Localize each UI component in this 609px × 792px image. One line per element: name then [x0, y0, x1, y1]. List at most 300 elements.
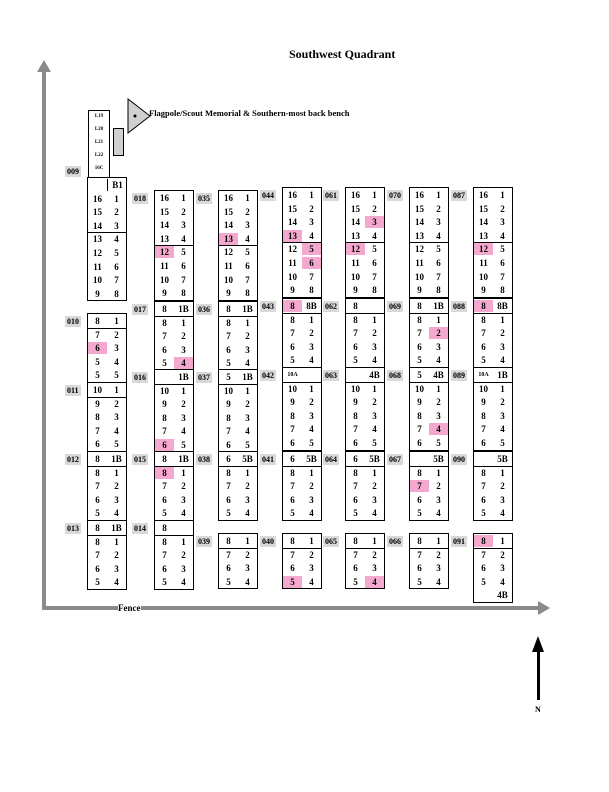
plot-cell[interactable]: 3 [309, 494, 314, 505]
plot-cell[interactable]: 2 [181, 331, 186, 342]
section-018-plots[interactable] [154, 190, 194, 301]
plot-cell[interactable]: 9 [417, 397, 422, 408]
plot-cell[interactable]: 2 [245, 549, 250, 560]
plot-cell[interactable]: 3 [114, 494, 119, 505]
plot-cell[interactable]: 8 [436, 285, 441, 296]
plot-cell[interactable]: 1 [372, 190, 377, 200]
plot-cell[interactable]: 3 [365, 216, 384, 228]
plot-cell[interactable] [174, 522, 193, 534]
section-011-plots[interactable] [87, 382, 127, 452]
plot-cell[interactable]: 1 [181, 385, 186, 396]
section-064-plots[interactable] [345, 451, 385, 521]
plot-cell[interactable]: 5 [436, 244, 441, 255]
plot-cell[interactable]: 7 [114, 275, 119, 286]
plot-cell[interactable]: 6 [481, 438, 486, 448]
section-015-plots[interactable] [154, 451, 194, 521]
plot-cell[interactable]: 2 [436, 203, 441, 214]
plot-cell[interactable]: 7 [162, 481, 167, 492]
plot-cell[interactable]: 6 [155, 439, 174, 451]
plot-cell[interactable]: 1 [436, 314, 441, 325]
plot-cell[interactable] [155, 371, 174, 383]
plot-cell[interactable]: 3 [436, 410, 441, 421]
plot-cell[interactable]: 8B [306, 301, 317, 311]
plot-cell[interactable]: 8 [474, 535, 493, 547]
plot-cell[interactable]: 8 [95, 523, 100, 533]
plot-cell[interactable]: 2 [436, 481, 441, 492]
plot-cell[interactable]: 4 [181, 577, 186, 588]
plot-cell[interactable]: 3 [181, 220, 186, 231]
section-066-plots[interactable] [409, 533, 449, 589]
section-014-plots[interactable] [154, 520, 194, 590]
plot-cell[interactable]: 4 [174, 357, 193, 369]
plot-cell[interactable]: 6 [436, 258, 441, 268]
plot-cell[interactable]: 6 [95, 563, 100, 574]
plot-cell[interactable]: 7 [162, 331, 167, 342]
plot-cell[interactable]: 6 [481, 494, 486, 505]
plot-cell[interactable]: 8 [95, 316, 100, 326]
plot-cell[interactable]: 14 [224, 220, 233, 231]
plot-cell[interactable]: 3 [245, 412, 250, 423]
plot-cell[interactable]: 12 [415, 244, 424, 255]
plot-cell[interactable]: 10 [288, 383, 297, 394]
plot-cell[interactable]: 2 [309, 549, 314, 560]
plot-cell[interactable]: 6 [95, 494, 100, 505]
plot-cell[interactable]: 5 [283, 576, 302, 588]
plot-cell[interactable]: 1 [500, 467, 505, 478]
section-065-plots[interactable] [345, 533, 385, 589]
plot-cell[interactable]: 1 [181, 193, 186, 203]
plot-cell[interactable]: 7 [481, 549, 486, 560]
plot-cell[interactable]: 2 [114, 550, 119, 561]
plot-cell[interactable]: 5 [353, 508, 358, 519]
plot-cell[interactable]: 7 [353, 549, 358, 560]
plot-cell[interactable]: 13 [283, 230, 302, 242]
plot-cell[interactable]: 2 [114, 207, 119, 218]
plot-cell[interactable]: 8 [155, 467, 174, 479]
plot-cell[interactable]: 1 [500, 190, 505, 200]
plot-cell[interactable]: 1 [372, 467, 377, 478]
section-013-plots[interactable] [87, 520, 127, 590]
plot-cell[interactable]: 2 [245, 481, 250, 492]
plot-cell[interactable]: 15 [93, 207, 102, 218]
plot-cell[interactable]: 3 [372, 494, 377, 505]
plot-cell[interactable]: 14 [351, 217, 360, 228]
plot-cell[interactable]: 8B [497, 301, 508, 311]
section-040-plots[interactable] [282, 533, 322, 589]
plot-cell[interactable]: 8 [500, 285, 505, 296]
plot-cell[interactable]: 7 [436, 271, 441, 282]
plot-cell[interactable]: 4B [433, 370, 444, 380]
plot-cell[interactable]: 1B [242, 372, 253, 382]
plot-cell[interactable]: 12 [346, 243, 365, 255]
plot-cell[interactable]: 13 [479, 230, 488, 241]
plot-cell[interactable]: 2 [245, 399, 250, 410]
plot-cell[interactable]: 7 [181, 274, 186, 285]
plot-cell[interactable]: 12 [474, 243, 493, 255]
plot-cell[interactable]: 10 [160, 274, 169, 285]
section-091-plots[interactable] [473, 533, 513, 603]
plot-cell[interactable]: 6 [226, 344, 231, 355]
plot-cell[interactable]: 3 [309, 563, 314, 574]
plot-cell[interactable]: 8 [162, 536, 167, 547]
plot-cell[interactable]: 10 [351, 271, 360, 282]
plot-cell[interactable]: 3 [372, 341, 377, 352]
plot-cell[interactable]: 4 [309, 508, 314, 519]
plot-cell[interactable]: 8 [353, 467, 358, 478]
plot-cell[interactable]: 4 [500, 508, 505, 519]
plot-cell[interactable]: 3 [436, 494, 441, 505]
plot-cell[interactable]: 1B [242, 304, 253, 314]
plot-cell[interactable]: 3 [114, 412, 119, 423]
plot-cell[interactable]: 8 [162, 454, 167, 464]
plot-cell[interactable]: 5 [162, 358, 167, 369]
plot-cell[interactable]: 1 [309, 383, 314, 394]
plot-cell[interactable]: 6 [245, 261, 250, 271]
plot-cell[interactable]: 7 [226, 549, 231, 560]
plot-cell[interactable]: 12 [93, 248, 102, 258]
plot-cell[interactable]: 7 [290, 424, 295, 435]
plot-cell[interactable]: 8 [162, 304, 167, 314]
section-009-plots[interactable] [87, 177, 127, 301]
plot-cell[interactable]: 6 [417, 341, 422, 352]
plot-cell[interactable]: 2 [309, 203, 314, 214]
plot-cell[interactable]: 4 [500, 230, 505, 241]
plot-cell[interactable]: 6 [353, 494, 358, 505]
plot-cell[interactable]: 9 [481, 285, 486, 296]
plot-cell[interactable]: 1B [178, 454, 189, 464]
plot-cell[interactable]: 8 [290, 467, 295, 478]
plot-cell[interactable]: 3 [500, 494, 505, 505]
plot-cell[interactable]: 4B [497, 590, 508, 601]
plot-cell[interactable]: 5 [95, 370, 100, 381]
plot-cell[interactable]: 5 [481, 355, 486, 366]
plot-cell[interactable]: 5 [290, 508, 295, 519]
plot-cell[interactable]: 8 [417, 301, 422, 311]
plot-cell[interactable]: 6 [353, 563, 358, 574]
plot-cell[interactable]: 9 [226, 288, 231, 299]
section-038-plots[interactable] [218, 451, 258, 521]
plot-cell[interactable]: 1 [114, 193, 119, 204]
plot-cell[interactable]: 6 [353, 454, 358, 464]
plot-cell[interactable]: 1 [181, 536, 186, 547]
plot-cell[interactable]: 5 [500, 438, 505, 448]
plot-cell[interactable]: 1 [372, 314, 377, 325]
plot-cell[interactable]: 9 [162, 399, 167, 410]
plot-cell[interactable]: 8 [353, 410, 358, 421]
plot-cell[interactable]: 2 [309, 328, 314, 339]
plot-cell[interactable]: 7 [290, 481, 295, 492]
section-017-plots[interactable] [154, 301, 194, 371]
plot-cell[interactable]: 10 [479, 271, 488, 282]
plot-cell[interactable]: 6 [290, 341, 295, 352]
plot-cell[interactable]: 5 [481, 508, 486, 519]
plot-cell[interactable]: 5B [306, 454, 317, 464]
section-036-plots[interactable] [218, 301, 258, 371]
plot-cell[interactable]: 5 [226, 372, 231, 382]
plot-cell[interactable]: 1B [178, 304, 189, 314]
plot-cell[interactable]: 15 [415, 203, 424, 214]
plot-cell[interactable]: 8 [226, 536, 231, 546]
plot-cell[interactable]: 4 [500, 424, 505, 435]
plot-cell[interactable]: 10 [224, 385, 233, 396]
plot-cell[interactable]: 4 [245, 358, 250, 369]
plot-cell[interactable]: 6 [417, 438, 422, 448]
plot-cell[interactable]: 5B [242, 454, 253, 464]
plot-cell[interactable]: 12 [224, 247, 233, 258]
plot-cell[interactable]: 3 [309, 217, 314, 228]
plot-cell[interactable]: 2 [114, 481, 119, 492]
plot-cell[interactable]: 4 [436, 355, 441, 366]
plot-cell[interactable]: 7 [417, 549, 422, 560]
section-044-plots[interactable] [282, 187, 322, 298]
plot-cell[interactable]: 6 [162, 344, 167, 355]
section-042-plots[interactable] [282, 367, 322, 451]
plot-cell[interactable]: 7 [245, 274, 250, 285]
plot-cell[interactable]: 5 [353, 576, 358, 587]
plot-cell[interactable]: 2 [114, 398, 119, 409]
plot-cell[interactable] [302, 369, 321, 381]
plot-cell[interactable]: 2 [372, 328, 377, 339]
plot-cell[interactable]: 3 [114, 343, 119, 354]
plot-cell[interactable]: 11 [160, 261, 169, 271]
plot-cell[interactable]: 5 [245, 440, 250, 450]
plot-cell[interactable]: 3 [500, 410, 505, 421]
plot-cell[interactable]: 15 [288, 203, 297, 214]
plot-cell[interactable]: 8 [474, 300, 493, 312]
plot-cell[interactable]: 15 [351, 203, 360, 214]
plot-cell[interactable]: 3 [436, 341, 441, 352]
plot-cell[interactable]: 6 [417, 563, 422, 574]
plot-cell[interactable]: 7 [290, 328, 295, 339]
plot-cell[interactable]: 5B [369, 454, 380, 464]
plot-cell[interactable]: 8 [95, 467, 100, 478]
plot-cell[interactable]: 1 [500, 383, 505, 394]
plot-cell[interactable]: 6 [417, 494, 422, 505]
plot-cell[interactable]: 2 [500, 481, 505, 492]
plot-cell[interactable]: 5 [500, 244, 505, 255]
plot-cell[interactable]: 7 [309, 271, 314, 282]
plot-cell[interactable]: 7 [417, 424, 422, 435]
plot-cell[interactable]: 3 [309, 341, 314, 352]
plot-cell[interactable]: 14 [93, 220, 102, 231]
plot-cell[interactable]: 1 [436, 383, 441, 394]
plot-cell[interactable]: 7 [95, 550, 100, 561]
plot-cell[interactable]: 3 [245, 220, 250, 231]
plot-cell[interactable]: 7 [481, 481, 486, 492]
plot-cell[interactable]: 3 [436, 217, 441, 228]
section-090-plots[interactable] [473, 451, 513, 521]
plot-cell[interactable]: 8 [417, 314, 422, 325]
plot-cell[interactable]: 5 [226, 358, 231, 369]
plot-cell[interactable]: 5 [417, 508, 422, 519]
plot-cell[interactable]: 7 [410, 480, 429, 492]
plot-cell[interactable]: 7 [95, 329, 100, 340]
plot-cell[interactable]: 5 [372, 438, 377, 448]
plot-cell[interactable]: 10A [287, 372, 298, 378]
plot-cell[interactable]: 1 [500, 536, 505, 546]
plot-cell[interactable]: 8 [481, 410, 486, 421]
plot-cell[interactable]: 4 [245, 508, 250, 519]
plot-cell[interactable]: 13 [415, 230, 424, 241]
plot-cell[interactable]: 7 [226, 426, 231, 437]
plot-cell[interactable]: B1 [107, 179, 127, 191]
plot-cell[interactable]: 6 [162, 563, 167, 574]
plot-cell[interactable]: 16 [93, 193, 102, 204]
plot-cell[interactable]: 5B [497, 454, 508, 464]
section-087-plots[interactable] [473, 187, 513, 298]
plot-cell[interactable]: 11 [415, 258, 424, 268]
section-069-plots[interactable] [409, 298, 449, 368]
plot-cell[interactable]: 6 [353, 341, 358, 352]
plot-cell[interactable]: 2 [429, 327, 448, 339]
plot-cell[interactable]: 6 [226, 494, 231, 505]
plot-cell[interactable]: 1 [181, 317, 186, 328]
plot-cell[interactable]: 1 [114, 316, 119, 326]
plot-cell[interactable]: 13 [93, 234, 102, 245]
plot-cell[interactable]: 8 [290, 314, 295, 325]
plot-cell[interactable]: 6 [481, 563, 486, 574]
section-039-plots[interactable] [218, 533, 258, 589]
plot-cell[interactable]: 8 [226, 317, 231, 328]
plot-cell[interactable]: 6 [162, 494, 167, 505]
plot-cell[interactable]: 6 [290, 494, 295, 505]
plot-cell[interactable]: 5 [95, 577, 100, 588]
plot-cell[interactable]: 9 [95, 288, 100, 299]
plot-cell[interactable]: 4 [114, 577, 119, 588]
section-035-plots[interactable] [218, 190, 258, 301]
plot-cell[interactable]: 6 [114, 261, 119, 272]
plot-cell[interactable]: 8 [162, 412, 167, 423]
plot-cell[interactable]: 8 [353, 314, 358, 325]
plot-cell[interactable]: 6 [290, 454, 295, 464]
plot-cell[interactable]: 7 [353, 328, 358, 339]
plot-cell[interactable]: 14 [415, 217, 424, 228]
plot-cell[interactable]: 8 [181, 288, 186, 299]
plot-cell[interactable]: 4 [181, 426, 186, 437]
plot-cell[interactable]: 6 [95, 439, 100, 450]
plot-cell[interactable]: 7 [417, 328, 422, 339]
plot-cell[interactable]: 8 [481, 467, 486, 478]
plot-cell[interactable]: 8 [245, 288, 250, 299]
plot-cell[interactable]: 6 [290, 563, 295, 574]
plot-cell[interactable]: 1 [309, 536, 314, 546]
plot-cell[interactable]: 7 [95, 425, 100, 436]
plot-cell[interactable]: 1B [111, 454, 122, 464]
plot-cell[interactable]: 3 [181, 494, 186, 505]
plot-cell[interactable]: 1B [111, 523, 122, 533]
plot-cell[interactable]: 4 [372, 424, 377, 435]
plot-cell[interactable]: 4 [309, 355, 314, 366]
plot-cell[interactable]: 5 [481, 576, 486, 587]
plot-cell[interactable]: 1 [436, 467, 441, 478]
plot-cell[interactable]: 2 [372, 203, 377, 214]
plot-cell[interactable]: 4 [436, 576, 441, 587]
plot-cell[interactable]: 5 [95, 508, 100, 519]
plot-cell[interactable]: 8 [226, 304, 231, 314]
plot-cell[interactable]: 1B [433, 301, 444, 311]
plot-cell[interactable]: 4 [372, 355, 377, 366]
plot-cell[interactable]: 10 [93, 385, 102, 395]
plot-cell[interactable]: 5 [226, 508, 231, 519]
plot-cell[interactable]: 2 [181, 481, 186, 492]
section-068-plots[interactable] [409, 367, 449, 451]
plot-cell[interactable]: 7 [95, 481, 100, 492]
plot-cell[interactable]: 1B [497, 370, 508, 380]
plot-cell[interactable]: 7 [372, 271, 377, 282]
plot-cell[interactable]: 2 [372, 549, 377, 560]
plot-cell[interactable]: 8 [162, 317, 167, 328]
plot-cell[interactable] [474, 453, 493, 465]
plot-cell[interactable]: 16 [288, 190, 297, 200]
plot-cell[interactable]: 11 [351, 258, 360, 268]
plot-cell[interactable]: 2 [500, 328, 505, 339]
plot-cell[interactable]: 7 [481, 424, 486, 435]
plot-cell[interactable]: 8 [95, 412, 100, 423]
plot-cell[interactable]: 6 [88, 342, 107, 354]
plot-cell[interactable]: 12 [288, 244, 297, 255]
plot-cell[interactable]: 10 [288, 271, 297, 282]
plot-cell[interactable]: 8 [283, 300, 302, 312]
plot-cell[interactable]: 9 [95, 398, 100, 409]
plot-cell[interactable]: 2 [181, 550, 186, 561]
plot-cell[interactable]: 1 [114, 536, 119, 547]
plot-cell[interactable]: 16 [479, 190, 488, 200]
plot-cell[interactable]: 2 [500, 397, 505, 408]
plot-cell[interactable]: 2 [436, 549, 441, 560]
plot-cell[interactable]: 8 [417, 410, 422, 421]
plot-cell[interactable]: 6 [481, 341, 486, 352]
plot-cell[interactable]: 3 [309, 410, 314, 421]
plot-cell[interactable]: 5 [245, 247, 250, 258]
plot-cell[interactable]: 1 [436, 536, 441, 546]
plot-cell[interactable]: 1 [372, 536, 377, 546]
plot-cell[interactable]: 8 [114, 288, 119, 299]
plot-cell[interactable]: 1 [309, 190, 314, 200]
section-062-plots[interactable] [345, 298, 385, 368]
plot-cell[interactable]: 2 [181, 206, 186, 217]
plot-cell[interactable]: 5 [372, 244, 377, 255]
plot-cell[interactable]: 7 [226, 481, 231, 492]
plot-cell[interactable]: 4B [369, 370, 380, 380]
section-088-plots[interactable] [473, 298, 513, 368]
plot-cell[interactable]: 5 [114, 248, 119, 258]
plot-cell[interactable]: 5 [309, 438, 314, 448]
plot-cell[interactable]: 11 [93, 261, 102, 272]
section-012-plots[interactable] [87, 451, 127, 521]
plot-cell[interactable] [474, 589, 493, 601]
plot-cell[interactable]: 3 [500, 217, 505, 228]
plot-cell[interactable]: 10 [160, 385, 169, 396]
plot-cell[interactable]: 6 [226, 440, 231, 450]
plot-cell[interactable]: 5 [162, 577, 167, 588]
section-067-plots[interactable] [409, 451, 449, 521]
plot-cell[interactable]: 7 [481, 328, 486, 339]
section-043-plots[interactable] [282, 298, 322, 368]
plot-cell[interactable]: 2 [181, 399, 186, 410]
plot-cell[interactable]: 1 [114, 467, 119, 478]
plot-cell[interactable]: 16 [224, 193, 233, 203]
plot-cell[interactable]: 6 [181, 261, 186, 271]
plot-cell[interactable]: 2 [309, 481, 314, 492]
plot-cell[interactable]: 7 [353, 424, 358, 435]
plot-cell[interactable]: 4 [245, 576, 250, 587]
plot-cell[interactable]: 1 [245, 385, 250, 396]
plot-cell[interactable]: 4 [500, 355, 505, 366]
section-016-plots[interactable] [154, 369, 194, 453]
plot-cell[interactable]: 8 [95, 536, 100, 547]
plot-cell[interactable]: 4 [500, 576, 505, 587]
plot-cell[interactable]: 5 [162, 508, 167, 519]
